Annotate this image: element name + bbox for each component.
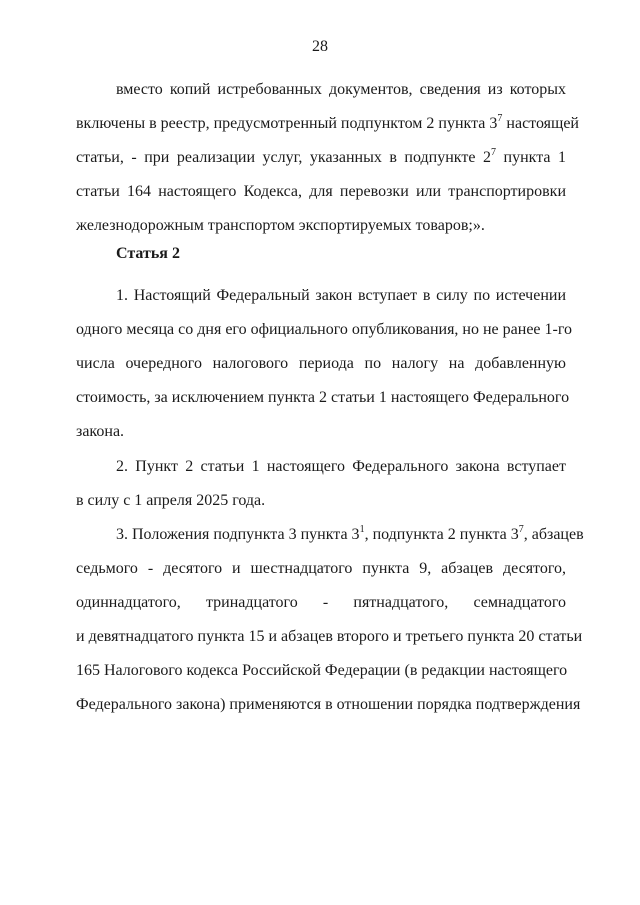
paragraph-continuation [76, 73, 579, 243]
superscript: 7 [490, 146, 496, 158]
text-line: и девятнадцатого пункта 15 и абзацев второго и третьего пункта 20 статьи [76, 628, 583, 645]
text-line: закона. [76, 423, 125, 440]
page-number: 28 [312, 38, 328, 55]
paragraph-item-3 [76, 518, 584, 722]
text-line: вместо копий истребованных документов, сведения из которых [116, 81, 566, 98]
article-heading: Статья 2 [116, 245, 180, 262]
text-line: седьмого - десятого и шестнадцатого пункта 9, абзацев десятого, [76, 560, 566, 577]
text-line: включены в реестр, предусмотренный подпунктом 2 пункта $3^7$ настоящей [76, 112, 579, 132]
paragraph-item-1 [76, 279, 573, 449]
text-line: одного месяца со дня его официального опубликования, но не ранее 1-го [76, 321, 573, 338]
superscript: 1 [359, 523, 365, 535]
superscript: 7 [497, 112, 503, 124]
text-line: одиннадцатого, тринадцатого - пятнадцатого, семнадцатого [76, 594, 566, 611]
text-line: 3. Положения подпункта 3 пункта $3^1$, подпункта 2 пункта $3^7$, абзацев [116, 523, 584, 543]
text-line: статьи 164 настоящего Кодекса, для перевозки или транспортировки [76, 183, 566, 200]
text-line: 165 Налогового кодекса Российской Федерации (в редакции настоящего [76, 662, 568, 679]
text-line: 1. Настоящий Федеральный закон вступает в силу по истечении [116, 287, 566, 304]
text-line: Федерального закона) применяются в отношении порядка подтверждения [76, 696, 581, 713]
text-line: стоимость, за исключением пункта 2 статьи 1 настоящего Федерального [76, 389, 570, 406]
text-line: статьи, - при реализации услуг, указанных в подпункте $2^7$ пункта 1 [76, 146, 566, 166]
text-line: 2. Пункт 2 статьи 1 настоящего Федерального закона вступает [116, 458, 566, 475]
text-line: числа очередного налогового периода по налогу на добавленную [76, 355, 566, 372]
text-line: железнодорожным транспортом экспортируемых товаров;». [76, 217, 485, 234]
paragraph-item-2 [76, 450, 566, 518]
superscript: 7 [518, 523, 524, 535]
text-line: в силу с 1 апреля 2025 года. [76, 492, 266, 509]
